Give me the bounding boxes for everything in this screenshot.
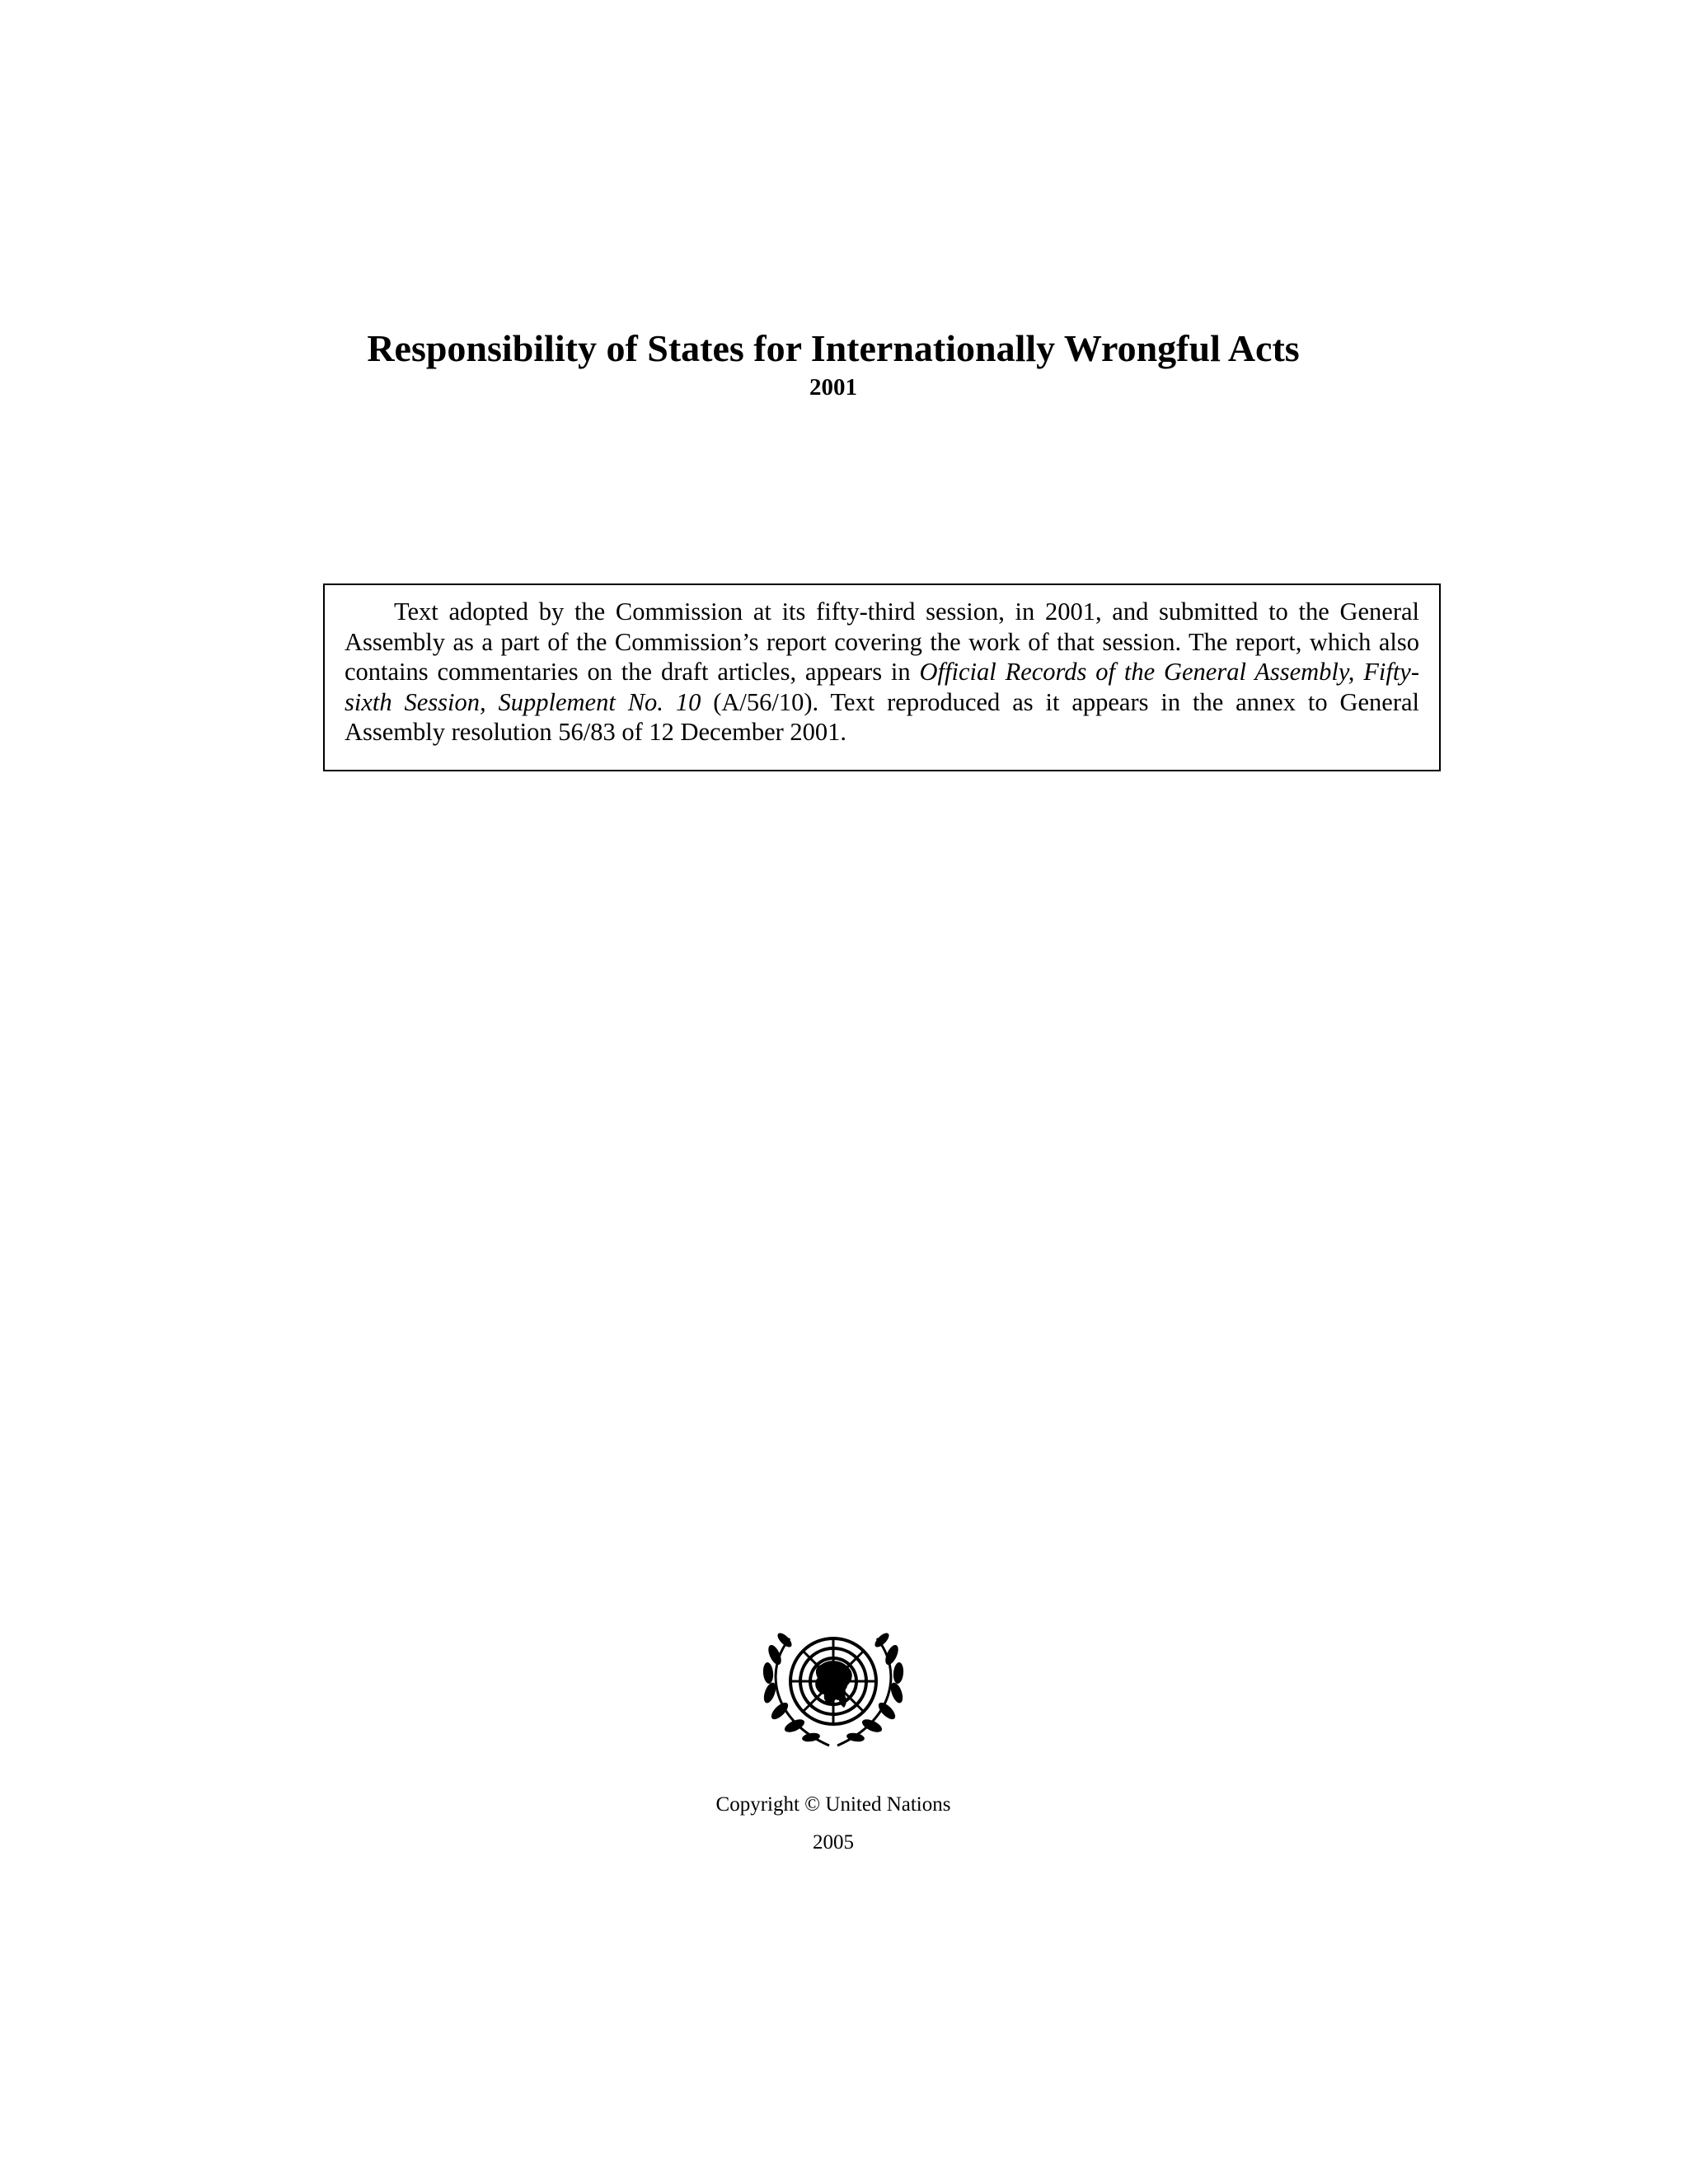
adoption-note-box bbox=[323, 583, 1441, 771]
un-emblem-icon bbox=[757, 1622, 910, 1752]
note-italic-citation: Official Records of the General Assembly, Fifty-sixth Session, Supplement No. 10 bbox=[345, 658, 1419, 716]
document-title: Responsibility of States for Internationally Wrongful Acts bbox=[367, 327, 1300, 369]
copyright-year: 2005 bbox=[813, 1831, 854, 1854]
document-year: 2001 bbox=[809, 374, 857, 401]
note-text-part-2: (A/56/10). Text reproduced as it appears in the annex to General Assembly resolution 56/83 of 12 December 2001. bbox=[345, 687, 1419, 746]
note-text-part-1: Text adopted by the Commission at its fifty-third session, in 2001, and submitted to the General Assembly as a part of the Commission’s report covering the work of that session. The report, which also contains commentaries on the draft articles, appears in bbox=[345, 598, 1419, 686]
adoption-note-text bbox=[345, 597, 1419, 748]
copyright-line: Copyright © United Nations bbox=[715, 1793, 951, 1816]
